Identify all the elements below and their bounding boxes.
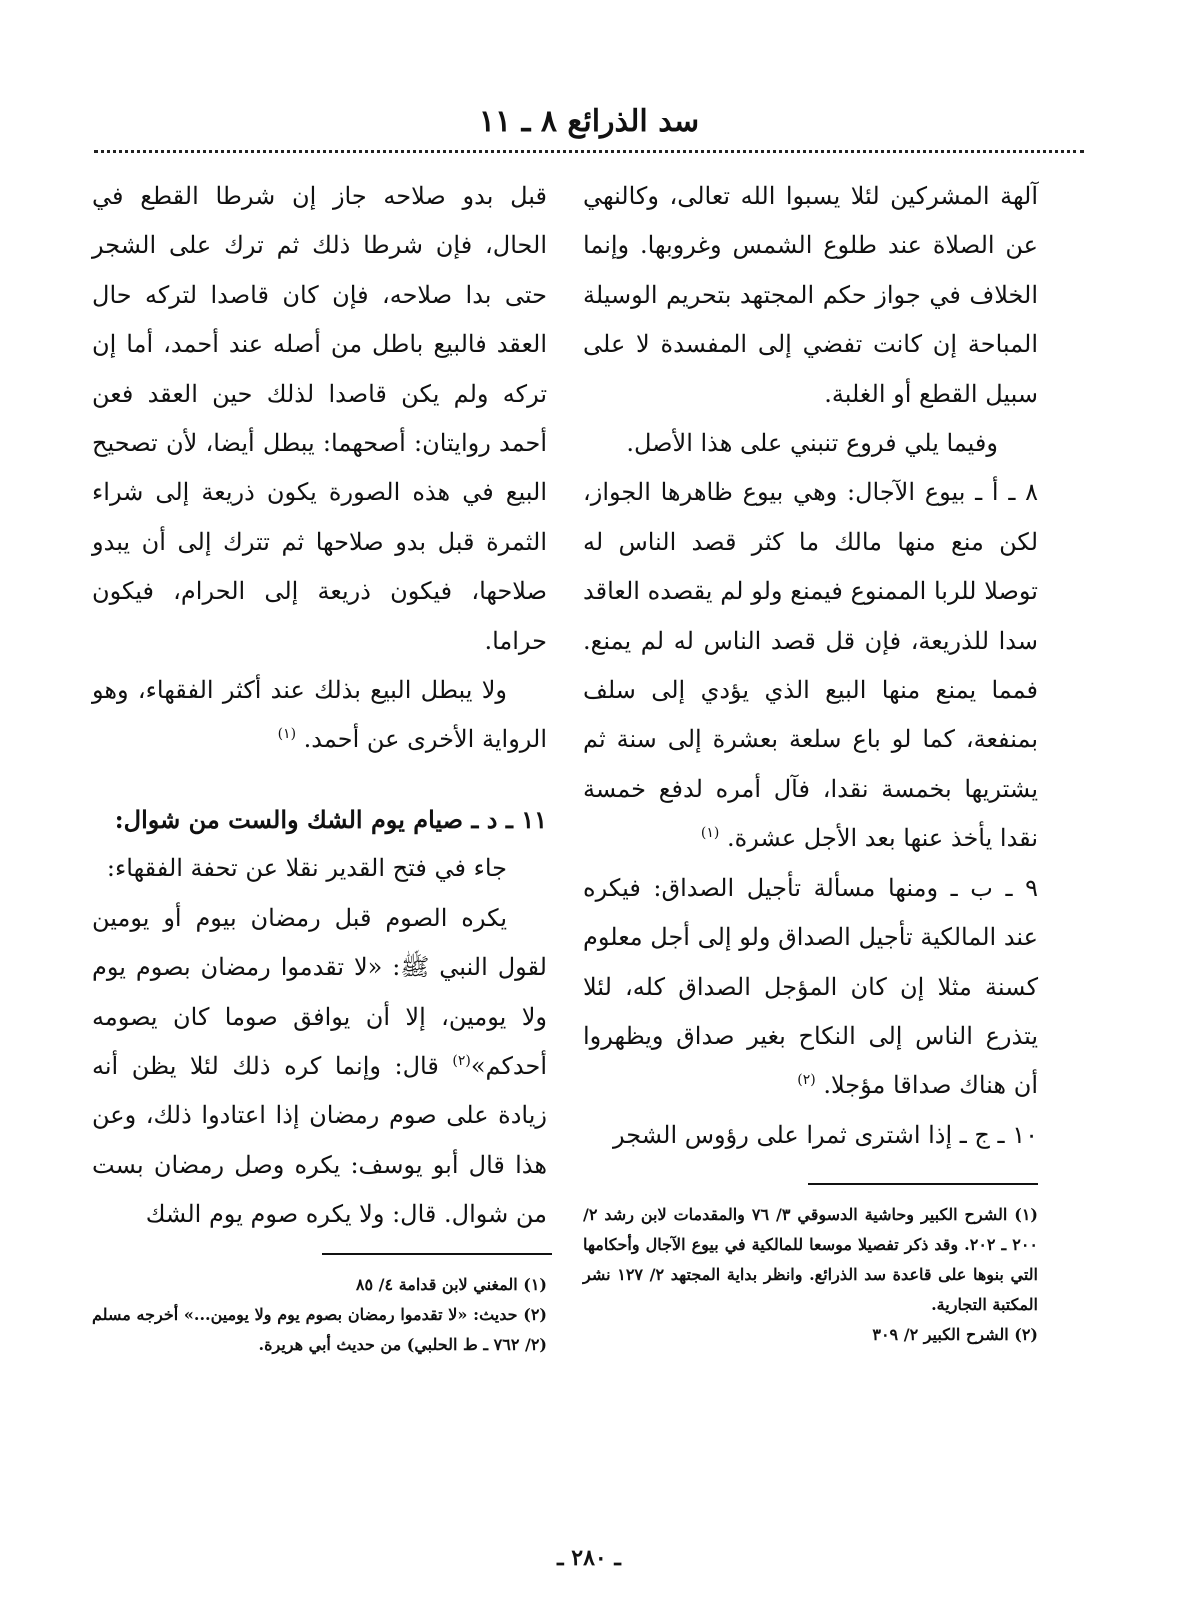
page-number: ـ ٢٨٠ ـ [557, 1545, 621, 1571]
footnote-item: (١) المغني لابن قدامة ٤/ ٨٥ [355, 1275, 547, 1294]
footnotes-right [583, 1200, 1038, 1350]
section-9-text: ٩ ـ ب ـ ومنها مسألة تأجيل الصداق: فيكره عند المالكية تأجيل الصداق ولو إلى أجل معلوم كسنة مثلا إن كان المؤجل الصداق كله، لئلا يتذرع الناس إلى النكاح بغير صداق ويظهروا أن هناك صداقا مؤجلا. [583, 873, 1038, 1100]
majority-view-text: ولا يبطل البيع بذلك عند أكثر الفقهاء، وهو الرواية الأخرى عن أحمد. [92, 676, 547, 754]
footnotes-left [92, 1270, 547, 1360]
quote-text-start: يكره الصوم قبل رمضان بيوم أو يومين لقول النبي ﷺ: «لا تقدموا رمضان بصوم يوم ولا يومين، إلا أن يوافق صوما كان يصومه أحدكم» [92, 903, 548, 1080]
footnote-item: (١) الشرح الكبير وحاشية الدسوقي ٣/ ٧٦ والمقدمات لابن رشد ٢/ ٢٠٠ ـ ٢٠٢. وقد ذكر تفصيلا موسعا للمالكية في بيوع الآجال وأحكامها التي بنوها على قاعدة سد الذرائع. وانظر بداية المجتهد ٢/ ١٢٧ نشر المكتبة التجارية. [583, 1205, 1038, 1314]
paragraph-section-10: ١٠ ـ ج ـ إذا اشترى ثمرا على رؤوس الشجر [613, 1120, 1038, 1149]
footnote-ref-2: (٢) [452, 1052, 471, 1069]
paragraph-section-8 [583, 468, 1038, 863]
footnote-ref-2: (٢) [797, 1072, 816, 1089]
paragraph-majority-view [92, 666, 547, 765]
section-spacer [92, 765, 547, 795]
section-11-heading: ١١ ـ د ـ صيام يوم الشك والست من شوال: [114, 804, 547, 834]
footnote-ref-1: (١) [277, 726, 297, 743]
header-dotted-rule [94, 150, 1084, 153]
footnote-item: (٢) حديث: «لا تقدموا رمضان بصوم يوم ولا يومين...» أخرجه مسلم (٢/ ٧٦٢ ـ ط الحلبي) من حديث أبي هريرة. [92, 1305, 547, 1354]
paragraph-source: جاء في فتح القدير نقلا عن تحفة الفقهاء: [106, 854, 507, 883]
footnote-rule-right [808, 1183, 1038, 1185]
footnote-rule-left [322, 1253, 552, 1255]
right-column [583, 172, 1038, 1160]
paragraph-continuation: قبل بدو صلاحه جاز إن شرطا القطع في الحال، فإن شرطا ذلك ثم ترك على الشجر حتى بدا صلاحه، فإن كان قاصدا لتركه حال العقد فالبيع باطل من أصله عند أحمد، أما إن تركه ولم يكن قاصدا لذلك حين العقد فعن أحمد روايتان: أصحهما: يبطل أيضا، لأن تصحيح البيع في هذه الصورة يكون ذريعة إلى شراء الثمرة قبل بدو صلاحها ثم تترك إلى أن يبدو صلاحها، فيكون ذريعة إلى الحرام، فيكون حراما. [92, 182, 547, 655]
paragraph-quote [92, 894, 547, 1240]
paragraph-section-9 [583, 864, 1038, 1111]
left-column [92, 172, 547, 1240]
quote-text-end: قال: وإنما كره ذلك لئلا يظن أنه زيادة على صوم رمضان إذا اعتادوا ذلك، وعن هذا قال أبو يوسف: يكره وصل رمضان بست من شوال. قال: ولا يكره صوم يوم الشك [92, 1051, 547, 1229]
paragraph-continuation: آلهة المشركين لئلا يسبوا الله تعالى، وكالنهي عن الصلاة عند طلوع الشمس وغروبها. وإنما الخلاف في جواز حكم المجتهد بتحريم الوسيلة المباحة إن كانت تفضي إلى المفسدة لا على سبيل القطع أو الغلبة. [583, 182, 1038, 408]
footnote-item: (٢) الشرح الكبير ٢/ ٣٠٩ [872, 1325, 1038, 1344]
footnote-ref-1: (١) [700, 825, 720, 842]
paragraph-intro: وفيما يلي فروع تنبني على هذا الأصل. [626, 429, 998, 458]
section-8-text: ٨ ـ أ ـ بيوع الآجال: وهي بيوع ظاهرها الجواز، لكن منع منها مالك ما كثر قصد الناس له توصلا للربا الممنوع فيمنع ولو لم يقصده العاقد سدا للذريعة، فإن قل قصد الناس له لم يمنع. فمما يمنع منها البيع الذي يؤدي إلى سلف بمنفعة، كما لو باع سلعة بعشرة إلى سنة ثم يشتريها بخمسة نقدا، فآل أمره لدفع خمسة نقدا يأخذ عنها بعد الأجل عشرة. [583, 478, 1038, 853]
running-header: سد الذرائع ٨ ـ ١١ [478, 104, 700, 139]
